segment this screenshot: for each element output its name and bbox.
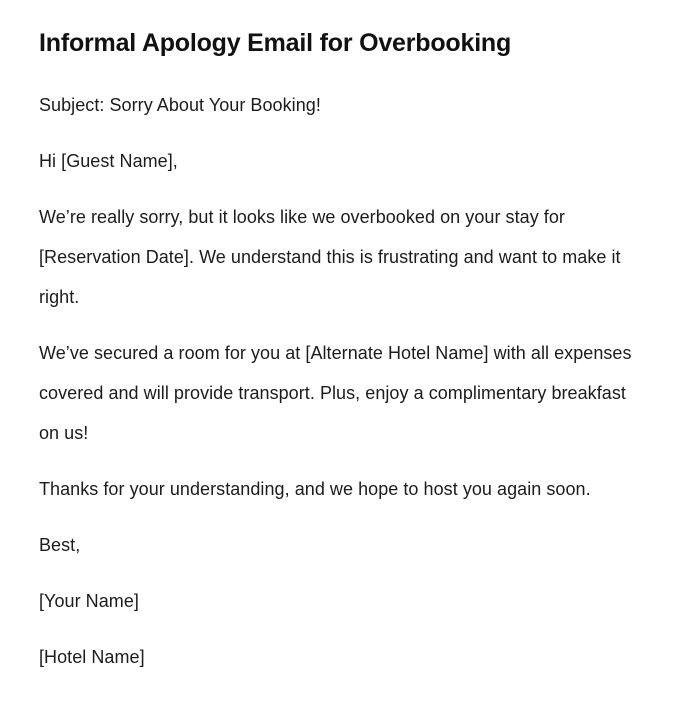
email-subject-line: Subject: Sorry About Your Booking! — [39, 95, 321, 115]
page-title: Informal Apology Email for Overbooking — [39, 29, 512, 57]
email-paragraph-3: Thanks for your understanding, and we hope to host you again soon. — [39, 479, 591, 499]
email-paragraph-2: We’ve secured a room for you at [Alternate Hotel Name] with all expenses covered and will provide transport. Plus, enjoy a complimentary breakfast on us! — [39, 343, 632, 443]
email-signoff: Best, — [39, 535, 81, 555]
email-greeting: Hi [Guest Name], — [39, 151, 178, 171]
email-paragraph-1: We’re really sorry, but it looks like we overbooked on your stay for [Reservation Date]. We understand this is frustrating and want to make it right. — [39, 207, 621, 307]
email-hotel-name: [Hotel Name] — [39, 647, 145, 667]
email-sender-name: [Your Name] — [39, 591, 139, 611]
